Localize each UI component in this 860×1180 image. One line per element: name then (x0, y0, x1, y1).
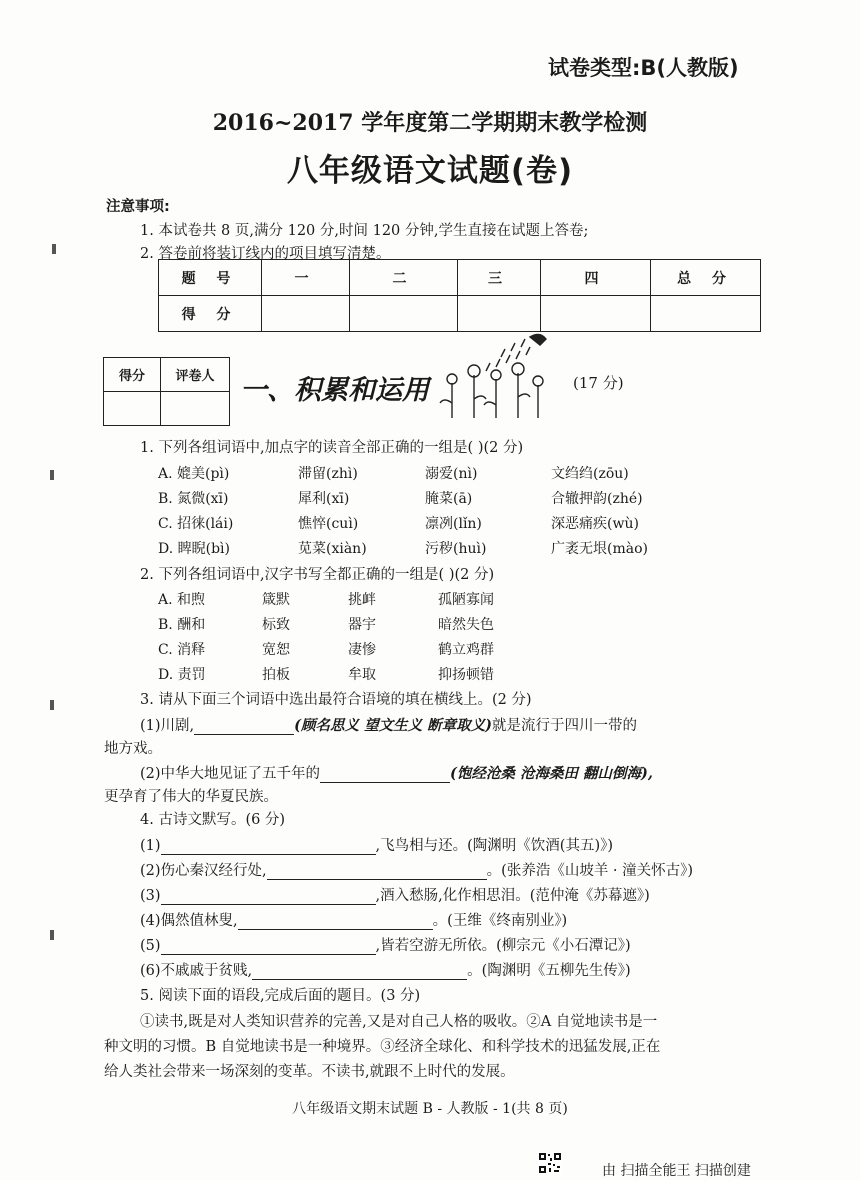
score-header-label: 题 号 (159, 260, 262, 296)
score-cell-total[interactable] (651, 296, 761, 332)
q4-l5-prefix: (5) (140, 938, 161, 954)
question-3-stem: 3. 请从下面三个词语中选出最符合语境的填在横线上。(2 分) (140, 692, 532, 708)
q4-line-2 (140, 859, 693, 880)
grader-name-label: 评卷人 (161, 358, 230, 392)
qr-code-icon (538, 1152, 562, 1174)
score-cell-2[interactable] (350, 296, 458, 332)
q3-s1-options: (顾名思义 望文生义 断章取义) (294, 717, 492, 734)
q2-option-c2: 宽恕 (262, 642, 290, 658)
q4-l4-prefix: (4)偶然值林叟, (140, 913, 238, 929)
q2-option-b4: 暗然失色 (438, 617, 494, 633)
q4-blank-5[interactable] (161, 938, 376, 955)
q2-option-d2: 拍板 (262, 667, 290, 683)
q3-s2-prefix: (2)中华大地见证了五千年的 (140, 766, 321, 782)
q1-option-c2: 憔悴(cuì) (298, 516, 359, 532)
q4-blank-2[interactable] (267, 863, 487, 880)
q4-line-3 (140, 884, 650, 905)
score-header-4: 四 (541, 260, 651, 296)
q4-blank-6[interactable] (252, 963, 467, 980)
q1-option-c1: C. 招徕(lái) (158, 516, 234, 532)
score-cell-4[interactable] (541, 296, 651, 332)
score-header-3: 三 (458, 260, 541, 296)
q1-option-d4: 广袤无垠(mào) (551, 541, 648, 557)
q2-option-d1: D. 责罚 (158, 667, 206, 683)
q4-line-5 (140, 934, 631, 955)
question-1-stem: 1. 下列各组词语中,加点字的读音全部正确的一组是( )(2 分) (140, 440, 524, 456)
score-row-label: 得 分 (159, 296, 262, 332)
q1-option-d1: D. 睥睨(bì) (158, 541, 230, 557)
q2-option-a4: 孤陋寡闻 (438, 592, 494, 608)
q4-line-6 (140, 959, 631, 980)
q2-option-c4: 鹤立鸡群 (438, 642, 494, 658)
question-2-stem: 2. 下列各组词语中,汉字书写全都正确的一组是( )(2 分) (140, 567, 495, 583)
q4-blank-4[interactable] (238, 913, 433, 930)
notice-heading: 注意事项: (106, 199, 170, 215)
q3-sentence-1 (140, 714, 637, 735)
q1-option-c3: 凛冽(lǐn) (425, 516, 482, 532)
q1-option-b3: 腌菜(ā) (425, 491, 473, 507)
q4-line-1 (140, 834, 613, 855)
q2-option-d3: 牟取 (348, 667, 376, 683)
q2-option-b3: 器宇 (348, 617, 376, 633)
q2-option-a1: A. 和煦 (158, 592, 206, 608)
q4-l6-prefix: (6)不戚戚于贫贱, (140, 963, 253, 979)
q4-line-4 (140, 909, 567, 930)
q3-s1-prefix: (1)川剧, (140, 718, 195, 734)
q3-s2-options: (饱经沧桑 沧海桑田 翻山倒海), (450, 765, 653, 782)
exam-title-line1: 2016~2017 学年度第二学期期末教学检测 (212, 110, 648, 136)
q3-blank-1[interactable] (194, 718, 294, 735)
section-title: 一、积累和运用 (240, 375, 429, 406)
notice-item-1: 1. 本试卷共 8 页,满分 120 分,时间 120 分钟,学生直接在试题上答卷; (140, 223, 589, 239)
grader-score-label: 得分 (104, 358, 161, 392)
q3-s1-line2: 地方戏。 (104, 741, 162, 757)
q1-option-d3: 污秽(huì) (425, 541, 487, 557)
q4-blank-1[interactable] (161, 838, 376, 855)
q1-option-a1: A. 媲美(pì) (158, 466, 230, 482)
q1-option-b1: B. 氮微(xī) (158, 491, 229, 507)
flower-decoration-icon (430, 333, 560, 421)
q3-sentence-2 (140, 762, 653, 783)
q4-l3-suffix: ,酒入愁肠,化作相思泪。(范仲淹《苏幕遮》) (375, 888, 650, 904)
q2-option-c3: 凄惨 (348, 642, 376, 658)
q2-option-b1: B. 酬和 (158, 617, 206, 633)
question-4-stem: 4. 古诗文默写。(6 分) (140, 812, 286, 828)
q2-option-d4: 抑扬顿错 (438, 667, 494, 683)
score-table (158, 259, 761, 332)
grader-table (103, 357, 230, 426)
score-header-total: 总 分 (651, 260, 761, 296)
q4-l1-prefix: (1) (140, 838, 161, 854)
q2-option-c1: C. 消释 (158, 642, 206, 658)
q2-option-a3: 挑衅 (348, 592, 376, 608)
score-cell-3[interactable] (458, 296, 541, 332)
question-5-stem: 5. 阅读下面的语段,完成后面的题目。(3 分) (140, 988, 421, 1004)
q4-l4-suffix: 。(王维《终南别业》) (432, 913, 568, 929)
q1-option-a2: 滞留(zhì) (298, 466, 358, 482)
section-score: (17 分) (573, 374, 624, 392)
q2-option-b2: 标致 (262, 617, 290, 633)
q5-passage-line2: 种文明的习惯。B 自觉地读书是一种境界。③经济全球化、和科学技术的迅猛发展,正在 (104, 1039, 661, 1055)
q1-option-a4: 文绉绉(zōu) (551, 466, 629, 482)
q1-option-b4: 合辙押韵(zhé) (551, 491, 643, 507)
q3-s1-suffix: 就是流行于四川一带的 (491, 718, 637, 734)
q4-blank-3[interactable] (161, 888, 376, 905)
q5-passage-line3: 给人类社会带来一场深刻的变革。不读书,就跟不上时代的发展。 (104, 1064, 515, 1080)
q3-blank-2[interactable] (320, 766, 450, 783)
q2-option-a2: 箴默 (262, 592, 290, 608)
q1-option-a3: 溺爱(nì) (425, 466, 478, 482)
q4-l3-prefix: (3) (140, 888, 161, 904)
exam-title-line2: 八年级语文试题(卷) (286, 153, 574, 189)
q1-option-b2: 犀利(xī) (298, 491, 350, 507)
q4-l2-prefix: (2)伤心秦汉经行处, (140, 863, 267, 879)
paper-type: 试卷类型:B(人教版) (548, 56, 739, 80)
q4-l5-suffix: ,皆若空游无所依。(柳宗元《小石潭记》) (375, 938, 631, 954)
q1-option-d2: 苋菜(xiàn) (298, 541, 367, 557)
q5-passage-line1: ①读书,既是对人类知识营养的完善,又是对自己人格的吸收。②A 自觉地读书是一 (140, 1014, 658, 1030)
score-header-1: 一 (262, 260, 350, 296)
q1-option-c4: 深恶痛疾(wù) (551, 516, 639, 532)
grader-score-cell[interactable] (104, 392, 161, 426)
score-cell-1[interactable] (262, 296, 350, 332)
notice-item-2: 2. 答卷前将装订线内的项目填写清楚。 (140, 246, 391, 262)
grader-name-cell[interactable] (161, 392, 230, 426)
page-footer: 八年级语文期末试题 B - 人教版 - 1(共 8 页) (292, 1101, 568, 1117)
score-header-2: 二 (350, 260, 458, 296)
q3-s2-line2: 更孕育了伟大的华夏民族。 (104, 789, 278, 805)
q4-l2-suffix: 。(张养浩《山坡羊 · 潼关怀古》) (486, 863, 694, 879)
q4-l6-suffix: 。(陶渊明《五柳先生传》) (467, 963, 631, 979)
scan-watermark-text: 由 扫描全能王 扫描创建 (602, 1163, 751, 1179)
q4-l1-suffix: ,飞鸟相与还。(陶渊明《饮酒(其五)》) (375, 838, 614, 854)
